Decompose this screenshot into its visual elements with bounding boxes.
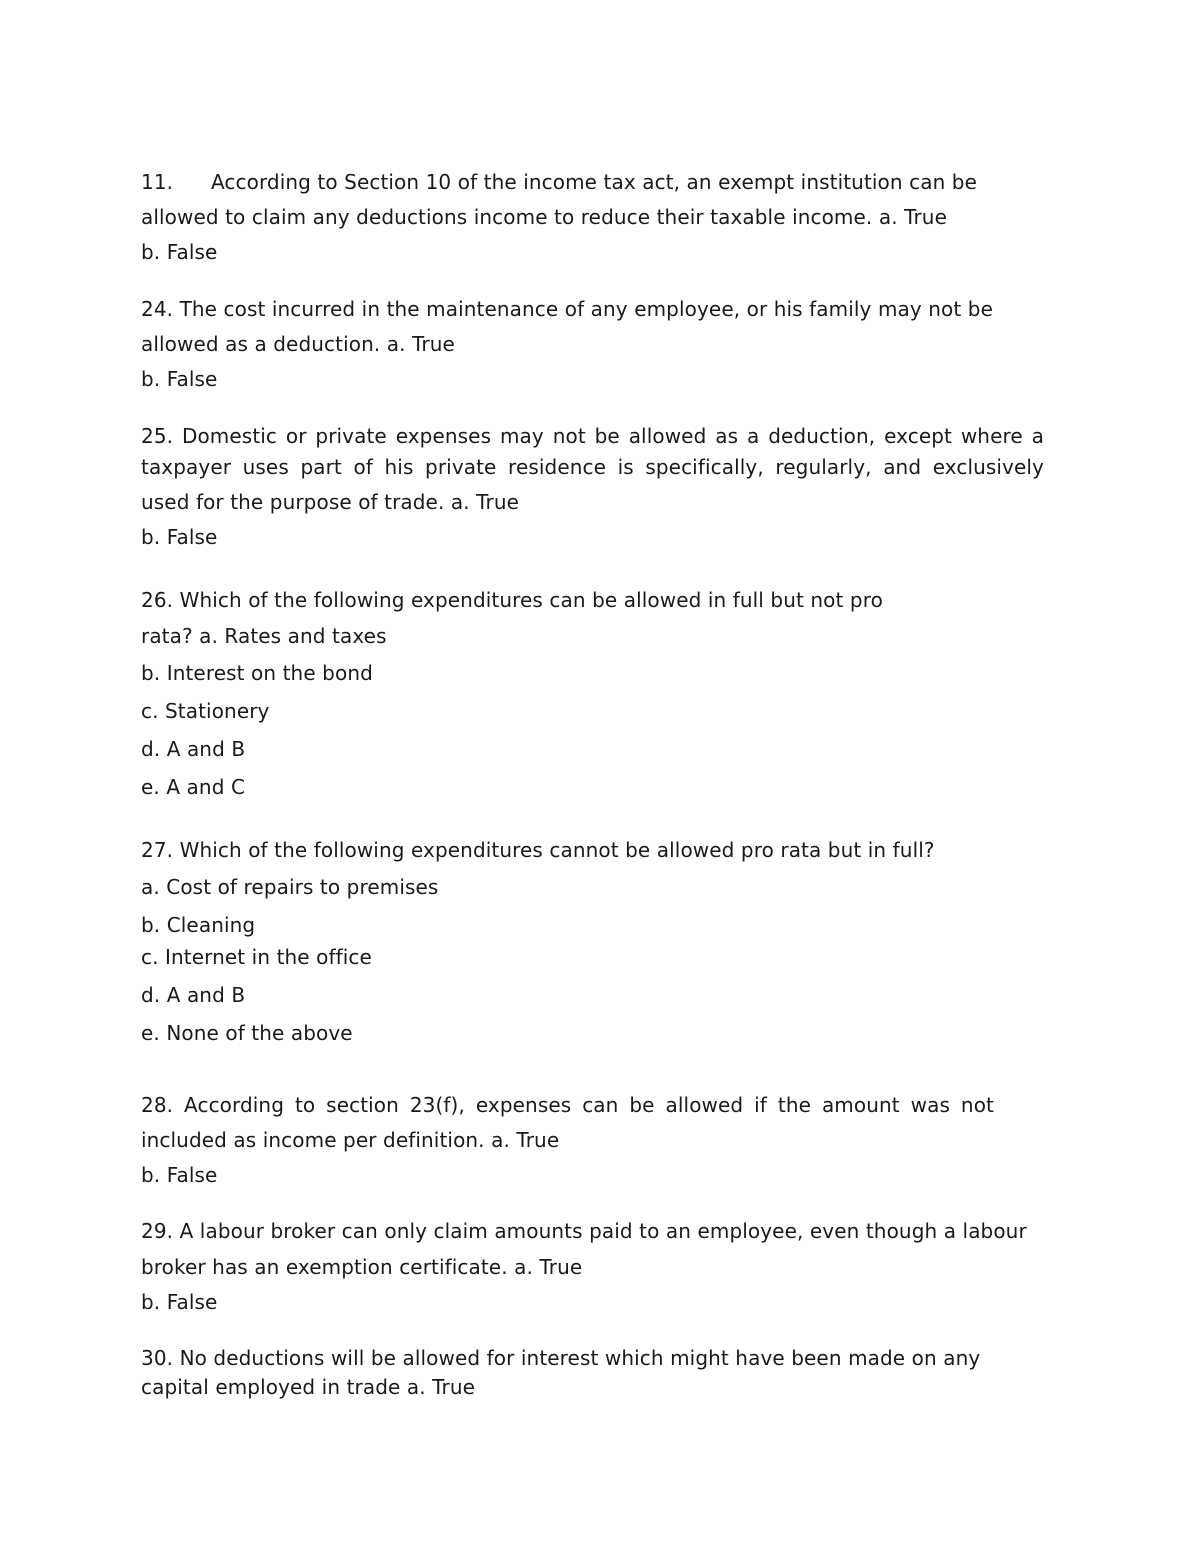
- question-30-line-1: 30. No deductions will be allowed for interest which might have been made on any: [141, 1346, 981, 1370]
- question-30-line-2: capital employed in trade a. True: [141, 1375, 476, 1399]
- question-11-line-1: [141, 170, 977, 194]
- question-26-option-e: e. A and C: [141, 775, 246, 799]
- question-26-line-1: 26. Which of the following expenditures can be allowed in full but not pro: [141, 588, 883, 612]
- question-26-line-2: rata? a. Rates and taxes: [141, 624, 387, 648]
- question-27-option-c: c. Internet in the office: [141, 945, 372, 969]
- question-27-option-b: b. Cleaning: [141, 913, 256, 937]
- question-25-line-3: used for the purpose of trade. a. True: [141, 490, 520, 514]
- question-29-option-b: b. False: [141, 1290, 218, 1314]
- question-24-option-b: b. False: [141, 367, 218, 391]
- question-25-line-2: taxpayer uses part of his private residence is specifically, regularly, and exclusively: [141, 455, 1044, 479]
- question-number: 11.: [141, 170, 174, 194]
- question-28-option-b: b. False: [141, 1163, 218, 1187]
- question-29-line-2: broker has an exemption certificate. a. True: [141, 1255, 583, 1279]
- question-27-option-a: a. Cost of repairs to premises: [141, 875, 439, 899]
- question-28-line-1: 28. According to section 23(f), expenses can be allowed if the amount was not: [141, 1093, 994, 1117]
- question-11-option-b: b. False: [141, 240, 218, 264]
- question-27-option-e: e. None of the above: [141, 1021, 353, 1045]
- question-11-line-2: allowed to claim any deductions income to reduce their taxable income. a. True: [141, 205, 947, 229]
- question-25-line-1: 25. Domestic or private expenses may not be allowed as a deduction, except where a: [141, 424, 1044, 448]
- question-28-line-2: included as income per definition. a. True: [141, 1128, 560, 1152]
- question-26-option-c: c. Stationery: [141, 699, 270, 723]
- question-24-line-2: allowed as a deduction. a. True: [141, 332, 455, 356]
- question-29-line-1: 29. A labour broker can only claim amounts paid to an employee, even though a labour: [141, 1219, 1027, 1243]
- question-26-option-d: d. A and B: [141, 737, 246, 761]
- question-text: According to Section 10 of the income tax act, an exempt institution can be: [211, 170, 978, 194]
- question-25-option-b: b. False: [141, 525, 218, 549]
- question-26-option-b: b. Interest on the bond: [141, 661, 373, 685]
- question-27-line-1: 27. Which of the following expenditures cannot be allowed pro rata but in full?: [141, 838, 935, 862]
- question-24-line-1: 24. The cost incurred in the maintenance of any employee, or his family may not be: [141, 297, 993, 321]
- question-27-option-d: d. A and B: [141, 983, 246, 1007]
